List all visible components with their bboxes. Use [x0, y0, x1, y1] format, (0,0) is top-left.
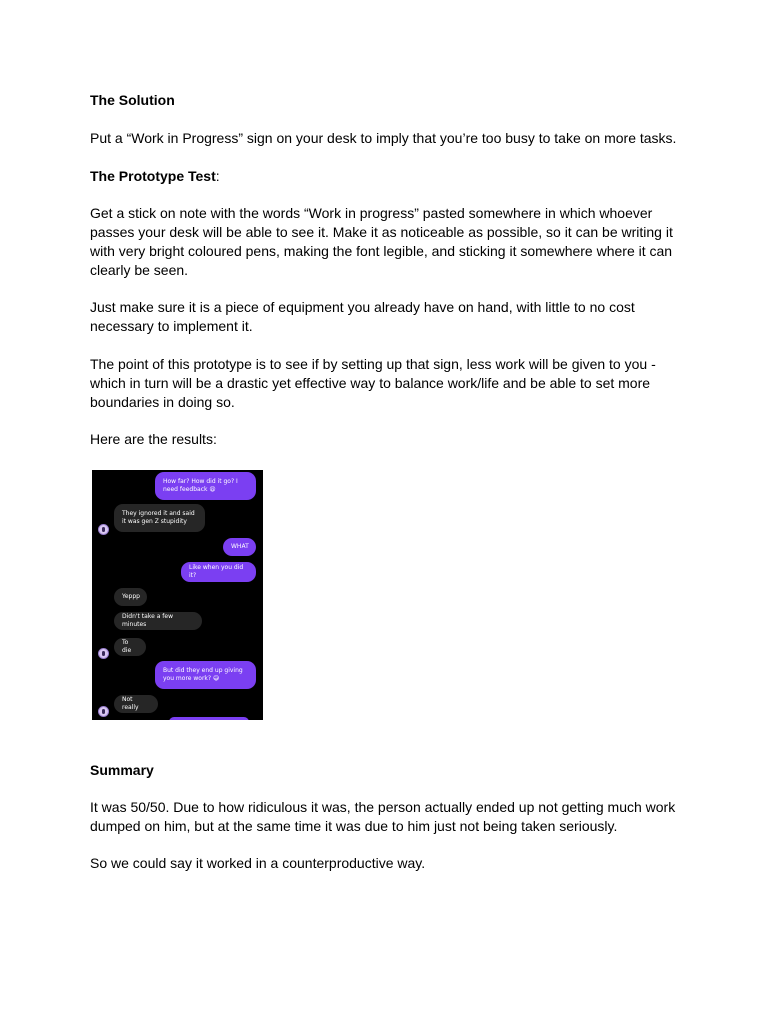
- solution-text: Put a “Work in Progress” sign on your desk to imply that you’re too busy to take on more tasks.: [90, 130, 677, 146]
- prototype-paragraph-1: Get a stick on note with the words “Work in progress” pasted somewhere in which whoever passes your desk will be able to see it. Make it as noticeable as possible, so it can be writing it with very bright coloured pens, making the font legible, and sticking it somewhere where it can clearly be seen.: [90, 205, 673, 278]
- chat-message-sent: WHAT: [223, 538, 256, 556]
- prototype-paragraph-2: Just make sure it is a piece of equipment you already have on hand, with little to no cost necessary to implement it.: [90, 299, 635, 334]
- chat-message-sent: But did they end up giving you more work? 😅: [155, 661, 256, 689]
- summary-heading: Summary: [90, 762, 154, 778]
- prototype-paragraph-3: The point of this prototype is to see if by setting up that sign, less work will be given to you - which in turn will be a drastic yet effective way to balance work/life and be able to set more boundaries in doing so.: [90, 356, 656, 410]
- chat-message-received: Didn't take a few minutes: [114, 612, 202, 630]
- prototype-heading-colon: :: [215, 168, 220, 184]
- contact-avatar-icon: [98, 524, 109, 535]
- chat-message-sent-partial: [169, 717, 249, 720]
- chat-message-received: They ignored it and said it was gen Z stupidity: [114, 504, 205, 532]
- chat-message-sent: How far? How did it go? I need feedback 😫: [155, 472, 256, 500]
- chat-message-received: Yeppp: [114, 588, 147, 606]
- contact-avatar-icon: [98, 648, 109, 659]
- contact-avatar-icon: [98, 706, 109, 717]
- chat-screenshot: [92, 470, 263, 720]
- summary-paragraph-2: So we could say it worked in a counterproductive way.: [90, 855, 426, 871]
- prototype-heading-line: [90, 167, 680, 186]
- chat-message-sent: Like when you did it?: [181, 562, 256, 582]
- chat-message-received: To die: [114, 638, 146, 656]
- results-intro: Here are the results:: [90, 431, 217, 447]
- summary-paragraph-1: It was 50/50. Due to how ridiculous it was, the person actually ended up not getting much work dumped on him, but at the same time it was due to him just not being taken seriously.: [90, 799, 676, 834]
- prototype-heading: The Prototype Test: [90, 168, 216, 184]
- solution-heading: The Solution: [90, 92, 175, 108]
- chat-message-received: Not really: [114, 695, 158, 713]
